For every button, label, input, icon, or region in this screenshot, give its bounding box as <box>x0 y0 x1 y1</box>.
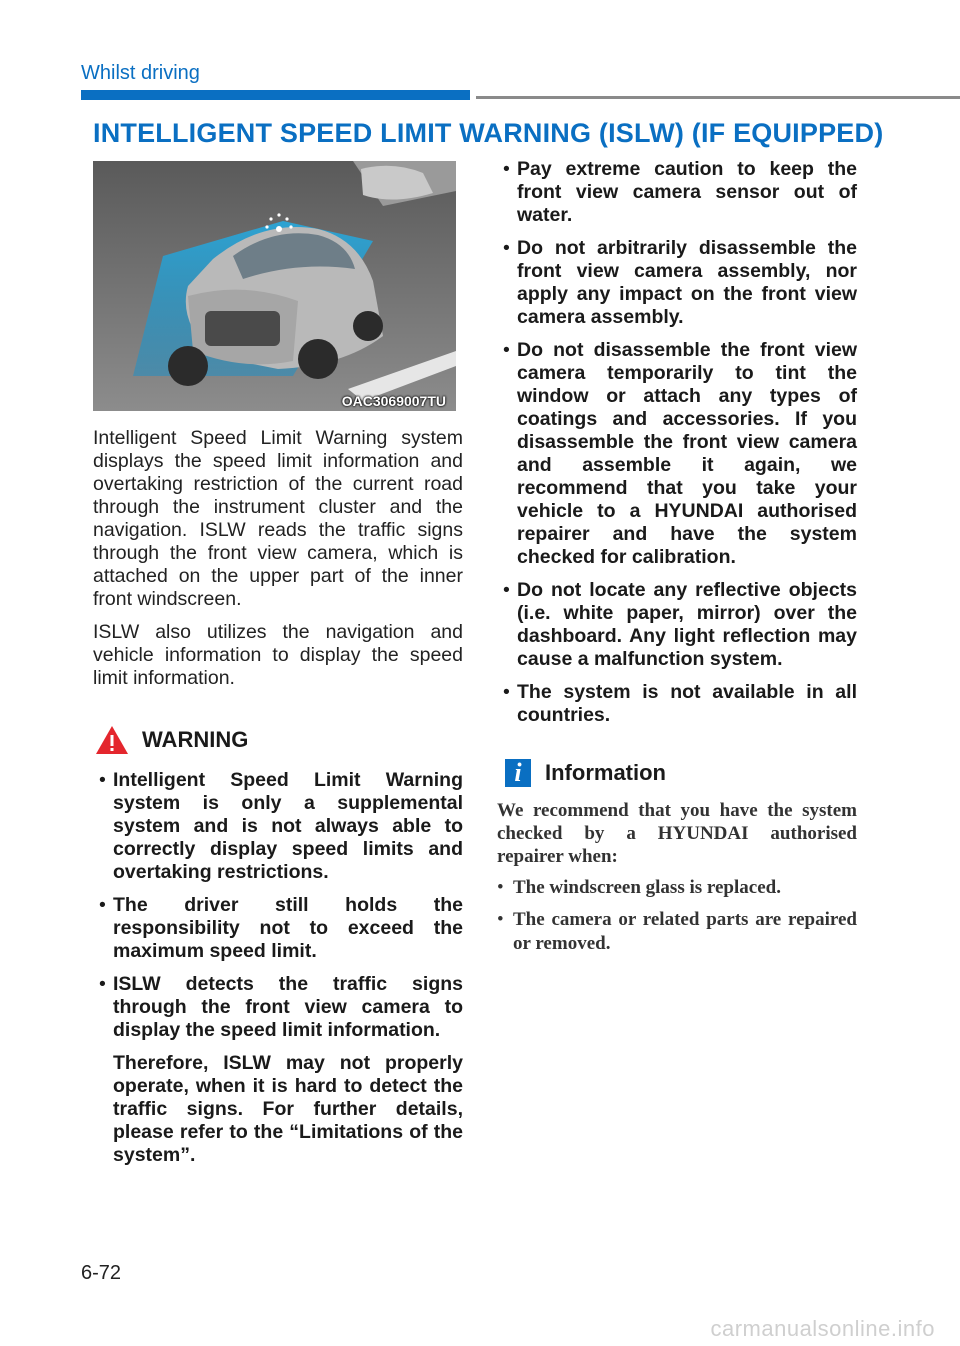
warning-item: • ISLW detects the traffic signs through the front view camera to display the speed limit information. Therefore, ISLW may not properly operate, when it is hard to detect the traffic signs. For further details, please refer to the “Limitations of the system”. <box>99 973 463 1166</box>
caution-item: • Do not arbitrarily disassemble the front view camera assembly, nor apply any impact on the front view camera assembly. <box>503 237 857 328</box>
car-camera-illustration <box>93 161 456 411</box>
warning-list <box>93 769 463 1167</box>
caution-list <box>497 158 857 727</box>
information-text: We recommend that you have the system checked by a HYUNDAI authorised repairer when: <box>497 800 857 867</box>
warning-heading <box>95 725 463 755</box>
watermark: carmanualsonline.info <box>710 1316 935 1341</box>
warning-item-note: Therefore, ISLW may not properly operate, when it is hard to detect the traffic signs. For further details, please refer to the “Limitations of the system”. <box>113 1052 463 1166</box>
navigation-paragraph: ISLW also utilizes the navigation and vehicle information to display the speed limit information. <box>93 621 463 689</box>
warning-item: • Intelligent Speed Limit Warning system is only a supplemental system and is not always able to correctly display speed limits and overtaking restrictions. <box>99 769 463 883</box>
warning-item: • The driver still holds the responsibility not to exceed the maximum speed limit. <box>99 894 463 962</box>
information-item: • The camera or related parts are repaired or removed. <box>497 909 857 954</box>
information-label: Information <box>545 760 666 785</box>
warning-triangle-icon <box>95 725 129 755</box>
information-list <box>497 876 857 956</box>
information-heading <box>505 759 857 787</box>
caution-item: • Pay extreme caution to keep the front view camera sensor out of water. <box>503 158 857 226</box>
figure-code: OAC3069007TU <box>341 393 446 409</box>
info-icon: i <box>505 759 531 787</box>
header-rule <box>476 96 960 99</box>
right-column <box>497 158 857 964</box>
section-label: Whilst driving <box>81 62 200 84</box>
information-item: • The windscreen glass is replaced. <box>497 877 781 898</box>
intro-paragraph: Intelligent Speed Limit Warning system displays the speed limit information and overtaking restriction of the current road through the instrument cluster and the navigation. ISLW reads the traffic signs through the front view camera, which is attached on the upper part of the inner front windscreen. <box>93 427 463 610</box>
warning-label: WARNING <box>142 727 249 752</box>
caution-item: • The system is not available in all countries. <box>503 681 857 726</box>
header-rule-accent <box>81 90 470 100</box>
caution-item: • Do not disassemble the front view camera temporarily to tint the window or attach any types of coatings and accessories. If you disassemble the front view camera and assemble it again, we recommend that you take your vehicle to a HYUNDAI authorised repairer and have the system checked for calibration. <box>503 339 857 568</box>
caution-item: • Do not locate any reflective objects (i.e. white paper, mirror) over the dashboard. Any light reflection may cause a malfunction system. <box>503 579 857 670</box>
car-illustration <box>93 161 456 411</box>
page-number: 6-72 <box>81 1262 122 1284</box>
page-title: INTELLIGENT SPEED LIMIT WARNING (ISLW) (IF EQUIPPED) <box>93 118 884 148</box>
left-column <box>93 427 463 1177</box>
